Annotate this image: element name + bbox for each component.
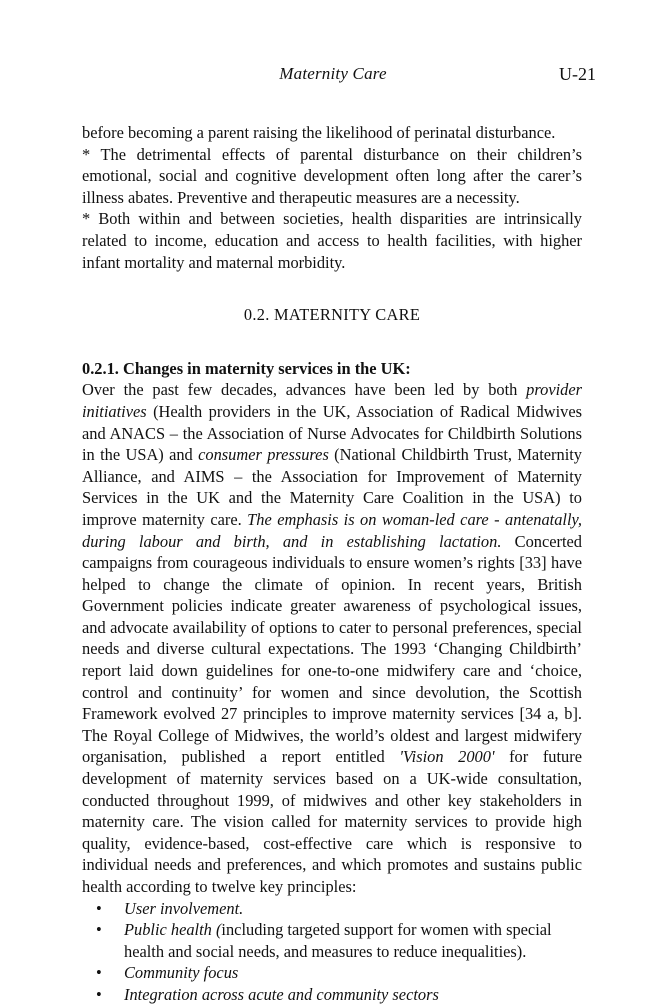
para-text: (National Childbirth Trust, Maternity Alliance, and AIMS – the Association for Improvement of Maternity Services in the UK and the Maternity Care Coalition in the USA) to improve maternity care. — [82, 445, 582, 529]
page-header — [0, 64, 666, 88]
intro-point-2: * Both within and between societies, health disparities are intrinsically related to income, education and access to health facilities, with higher infant mortality and maternal morbidity. — [82, 209, 582, 272]
list-item: • Community focus — [96, 963, 239, 983]
bullet-icon: • — [96, 920, 102, 940]
para-emphasis: provider initiatives — [82, 380, 582, 421]
section-heading: 0.2. MATERNITY CARE — [243, 305, 421, 325]
para-text: Over the past few decades, advances have been led by both — [82, 380, 527, 400]
para-text: (Health providers in the UK, Association of Radical Midwives and ANACS – the Association of Nurse Advocates for Childbirth Solutions in the USA) and — [82, 401, 582, 465]
principles-list — [82, 898, 582, 1006]
bullet-icon: • — [96, 898, 102, 918]
list-item: • Integration across acute and community sectors — [96, 984, 439, 1004]
para-emphasis: 'Vision 2000' — [399, 747, 495, 767]
intro-line: before becoming a parent raising the likelihood of perinatal disturbance. — [82, 123, 556, 142]
subsection-heading: 0.2.1. Changes in maternity services in the UK: — [82, 358, 411, 378]
intro-point-1: * The detrimental effects of parental disturbance on their children’s emotional, social and cognitive development often long after the carer’s illness abates. Preventive and therapeutic measures are a necessity. — [82, 144, 582, 207]
subsection-paragraph — [82, 358, 582, 898]
bullet-icon: • — [96, 984, 102, 1004]
para-text: Concerted campaigns from courageous individuals to ensure women’s rights [33] have helped to change the climate of opinion. In recent years, British Government policies indicate greater awareness of psychological issues, and advocate availability of options to cater to personal preferences, special needs and diverse cultural expectations. The 1993 ‘Changing Childbirth’ report laid down guidelines for one-to-one midwifery care and ‘choice, control and continuity’ for women and since devolution, the Scottish Framework evolved 27 principles to improve maternity services [34 a, b]. The Royal College of Midwives, the world’s oldest and largest midwifery organisation, published a report entitled — [82, 531, 582, 767]
para-emphasis: consumer pressures — [198, 445, 329, 465]
running-title: Maternity Care — [279, 64, 387, 83]
body-text — [82, 122, 582, 1006]
page-number: U-21 — [559, 64, 596, 84]
para-emphasis: The emphasis is on woman-led care - antenatally, during labour and birth, and in establishing lactation. — [82, 509, 582, 551]
para-text: for future development of maternity services based on a UK-wide consultation, conducted throughout 1999, of midwives and other key stakeholders in maternity care. The vision called for maternity services to provide high quality, evidence-based, cost-effective care which is responsive to individual needs and preferences, and which promotes and sustains public health according to twelve key principles: — [82, 747, 582, 896]
list-item: • User involvement. — [96, 898, 244, 918]
bullet-icon: • — [96, 963, 102, 983]
list-item: • Public health (including targeted support for women with special health and social needs, and measures to reduce inequalities). — [96, 920, 552, 961]
